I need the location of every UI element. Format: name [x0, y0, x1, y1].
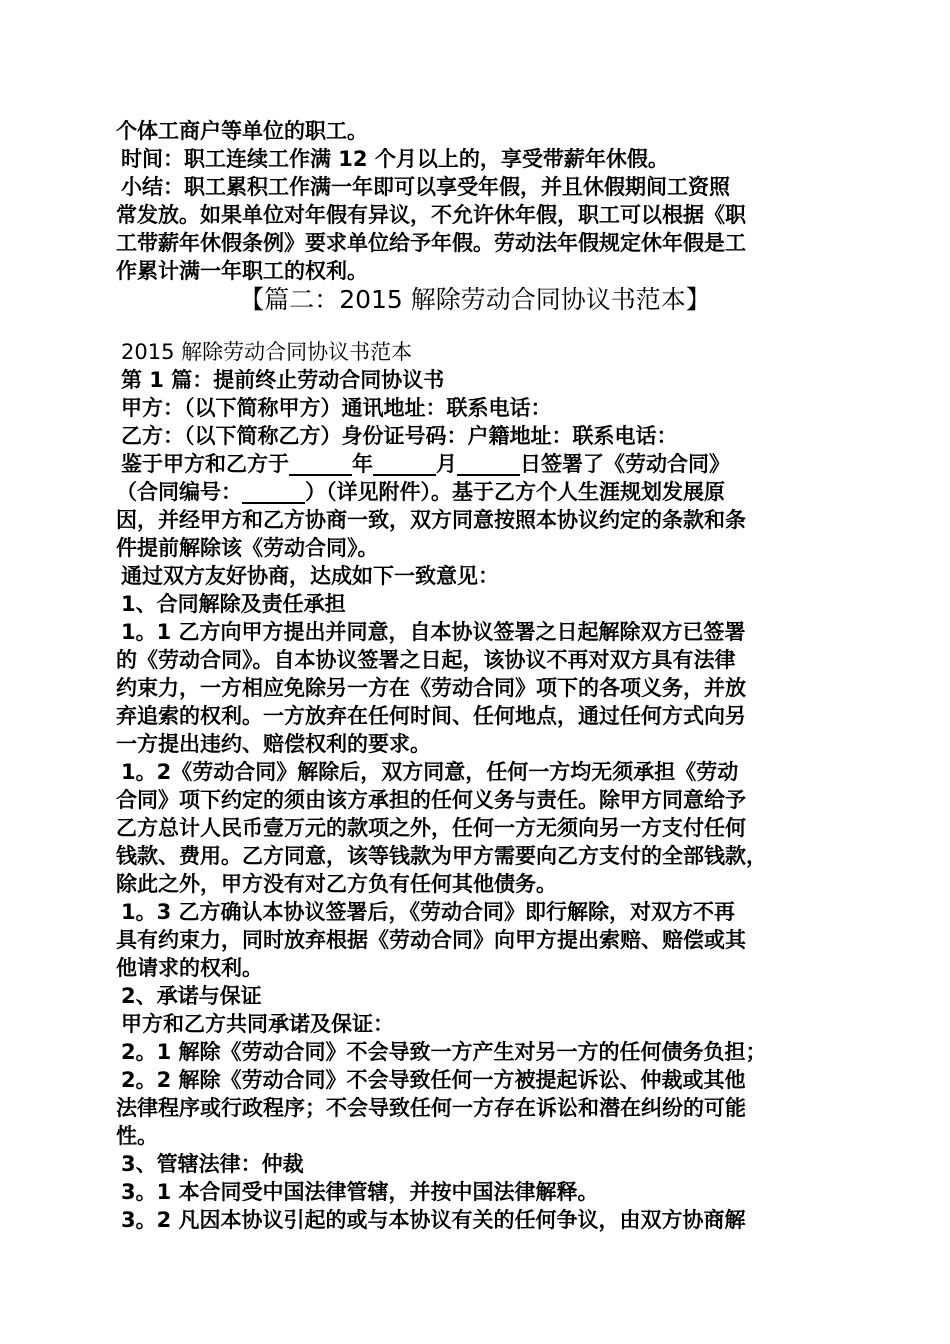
text-line: 2。1 解除《劳动合同》不会导致一方产生对另一方的任何债务负担；	[121, 1040, 767, 1064]
text-line: 因，并经甲方和乙方协商一致，双方同意按照本协议约定的条款和条	[116, 508, 746, 532]
text-line: 作累计满一年职工的权利。	[116, 259, 368, 283]
text-line: 通过双方友好协商，达成如下一致意见：	[121, 564, 499, 588]
document-title: 2015 解除劳动合同协议书范本	[121, 340, 413, 364]
text-line: 弃追索的权利。一方放弃在任何时间、任何地点，通过任何方式向另	[116, 704, 746, 728]
text-line: 第 1 篇：提前终止劳动合同协议书	[121, 368, 445, 392]
text-line: 1、合同解除及责任承担	[121, 592, 346, 616]
text-line: 2、承诺与保证	[121, 984, 262, 1008]
text-line: 合同》项下约定的须由该方承担的任何义务与责任。除甲方同意给予	[116, 788, 746, 812]
text-line: 2。2 解除《劳动合同》不会导致任何一方被提起诉讼、仲裁或其他	[121, 1068, 746, 1092]
text-line: 除此之外，甲方没有对乙方负有任何其他债务。	[116, 872, 557, 896]
text-line: 他请求的权利。	[116, 956, 263, 980]
text-line: 个体工商户等单位的职工。	[116, 119, 368, 143]
text-line: 的《劳动合同》。自本协议签署之日起，该协议不再对双方具有法律	[116, 648, 736, 672]
text-line: 常发放。如果单位对年假有异议，不允许休年假，职工可以根据《职	[116, 203, 746, 227]
text-line: 法律程序或行政程序；不会导致任何一方存在诉讼和潜在纠纷的可能	[116, 1096, 746, 1120]
text-line: 乙方：（以下简称乙方）身份证号码：户籍地址：联系电话：	[121, 424, 678, 448]
text-line: 钱款、费用。乙方同意，该等钱款为甲方需要向乙方支付的全部钱款，	[116, 844, 767, 868]
text-line: 3。1 本合同受中国法律管辖，并按中国法律解释。	[121, 1180, 599, 1204]
text-line: 3。2 凡因本协议引起的或与本协议有关的任何争议，由双方协商解	[121, 1208, 746, 1232]
text-line: （合同编号：______）（详见附件）。基于乙方个人生涯规划发展原	[116, 480, 725, 504]
text-line: 鉴于甲方和乙方于______年______月______日签署了《劳动合同》	[121, 452, 730, 476]
text-line: 1。2《劳动合同》解除后，双方同意，任何一方均无须承担《劳动	[121, 760, 739, 784]
text-line: 一方提出违约、赔偿权利的要求。	[116, 732, 431, 756]
text-line: 件提前解除该《劳动合同》。	[116, 536, 379, 560]
text-line: 甲方和乙方共同承诺及保证：	[121, 1012, 394, 1036]
text-line: 3、管辖法律：仲裁	[121, 1152, 304, 1176]
text-line: 性。	[116, 1124, 158, 1148]
text-line: 工带薪年休假条例》要求单位给予年假。劳动法年假规定休年假是工	[116, 231, 746, 255]
section-heading: 【篇二：2015 解除劳动合同协议书范本】	[239, 285, 711, 314]
text-line: 约束力，一方相应免除另一方在《劳动合同》项下的各项义务，并放	[116, 676, 746, 700]
text-line: 乙方总计人民币壹万元的款项之外，任何一方无须向另一方支付任何	[116, 816, 746, 840]
text-line: 1。3 乙方确认本协议签署后，《劳动合同》即行解除，对双方不再	[121, 900, 736, 924]
text-line: 具有约束力，同时放弃根据《劳动合同》向甲方提出索赔、赔偿或其	[116, 928, 746, 952]
text-line: 1。1 乙方向甲方提出并同意，自本协议签署之日起解除双方已签署	[121, 620, 746, 644]
text-line: 时间：职工连续工作满 12 个月以上的，享受带薪年休假。	[121, 147, 669, 171]
text-line: 甲方：（以下简称甲方）通讯地址：联系电话：	[121, 396, 552, 420]
text-line: 小结：职工累积工作满一年即可以享受年假，并且休假期间工资照	[121, 175, 730, 199]
